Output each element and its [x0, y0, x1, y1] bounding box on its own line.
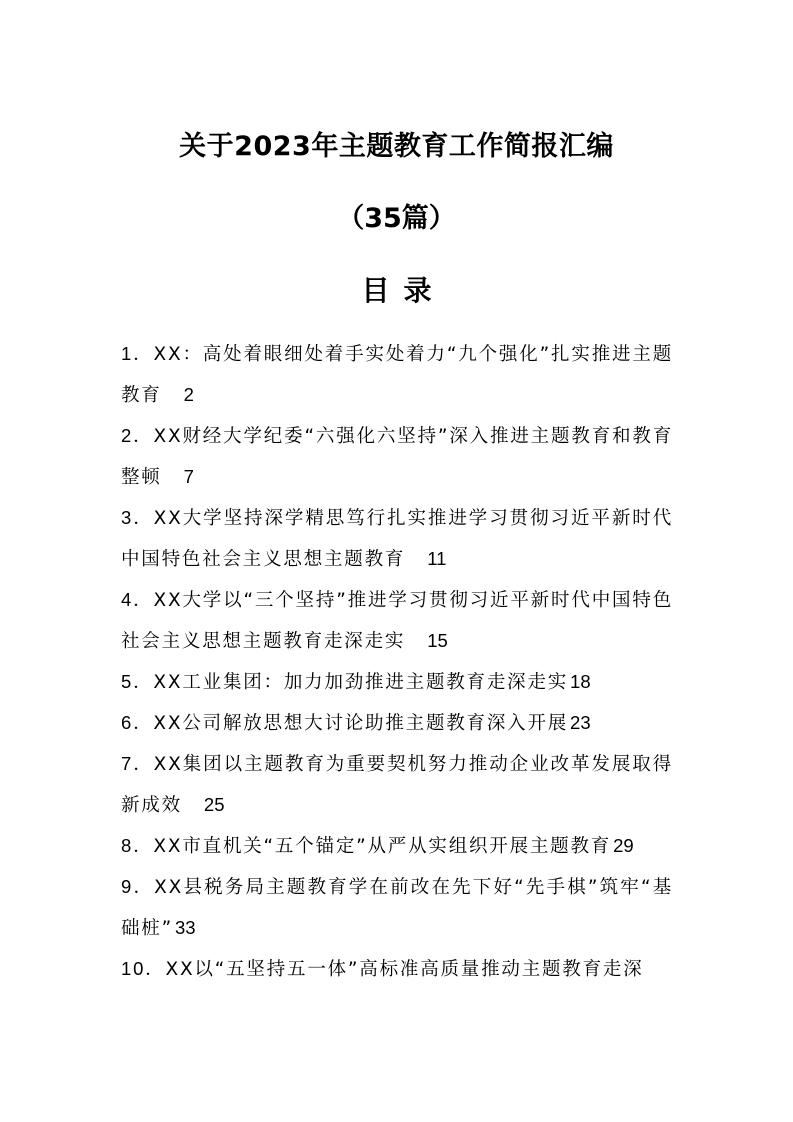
toc-entry-title: XX集团以主题教育为重要契机努力推动企业改革发展取得新成效: [121, 754, 673, 816]
toc-entry-number: 3．: [121, 507, 154, 528]
toc-entry-page: 29: [613, 835, 634, 856]
document-count: （35篇）: [337, 203, 456, 234]
toc-entry-1[interactable]: [121, 334, 673, 416]
toc-entry-6[interactable]: [121, 703, 673, 744]
toc-entry-page: 2: [183, 384, 194, 405]
toc-entry-number: 5．: [121, 671, 154, 692]
toc-entry-title: XX：高处着眼细处着手实处着力“九个强化”扎实推进主题教育: [121, 344, 673, 406]
toc-entry-number: 1．: [121, 343, 154, 364]
toc-entry-title: XX财经大学纪委“六强化六坚持”深入推进主题教育和教育整顿: [121, 426, 673, 488]
toc-entry-number: 9．: [121, 876, 155, 897]
toc-entry-9[interactable]: [121, 867, 673, 949]
toc-entry-page: 18: [570, 671, 591, 692]
toc-entry-7[interactable]: [121, 744, 673, 826]
toc-entry-title: XX公司解放思想大讨论助推主题教育深入开展: [153, 713, 569, 734]
toc-entry-number: 6．: [121, 712, 154, 733]
toc-entry-2[interactable]: [121, 416, 673, 498]
toc-entry-title: XX工业集团：加力加劲推进主题教育走深走实: [153, 672, 569, 693]
toc-entry-page: 15: [427, 630, 448, 651]
toc-entry-3[interactable]: [121, 498, 673, 580]
toc-entry-number: 4．: [121, 589, 154, 610]
toc-entry-title: XX大学坚持深学精思笃行扎实推进学习贯彻习近平新时代中国特色社会主义思想主题教育: [121, 508, 673, 570]
toc-entry-title: XX市直机关“五个锚定”从严从实组织开展主题教育: [153, 836, 612, 857]
toc-entry-8[interactable]: [121, 826, 673, 867]
toc-entry-title: XX大学以“三个坚持”推进学习贯彻习近平新时代中国特色社会主义思想主题教育走深走实: [121, 590, 673, 652]
table-of-contents: [121, 334, 673, 990]
toc-heading: 目录: [361, 274, 446, 307]
toc-entry-page: 33: [174, 917, 196, 938]
toc-entry-4[interactable]: [121, 580, 673, 662]
toc-entry-number: 2．: [121, 425, 154, 446]
toc-entry-number: 8．: [121, 835, 154, 856]
toc-entry-page: 11: [427, 548, 447, 569]
toc-entry-5[interactable]: [121, 662, 673, 703]
toc-entry-10[interactable]: [121, 949, 673, 990]
toc-entry-title: XX以“五坚持五一体”高标准高质量推动主题教育走深: [165, 959, 644, 980]
toc-entry-title: XX县税务局主题教育学在前改在先下好“先手棋”筑牢“基础桩”: [121, 877, 673, 939]
toc-entry-number: 10．: [121, 958, 166, 979]
toc-entry-page: 7: [183, 466, 194, 487]
toc-entry-page: 25: [203, 794, 225, 815]
toc-entry-number: 7．: [121, 753, 154, 774]
document-title: 关于2023年主题教育工作简报汇编: [179, 131, 614, 162]
toc-entry-page: 23: [570, 712, 591, 733]
